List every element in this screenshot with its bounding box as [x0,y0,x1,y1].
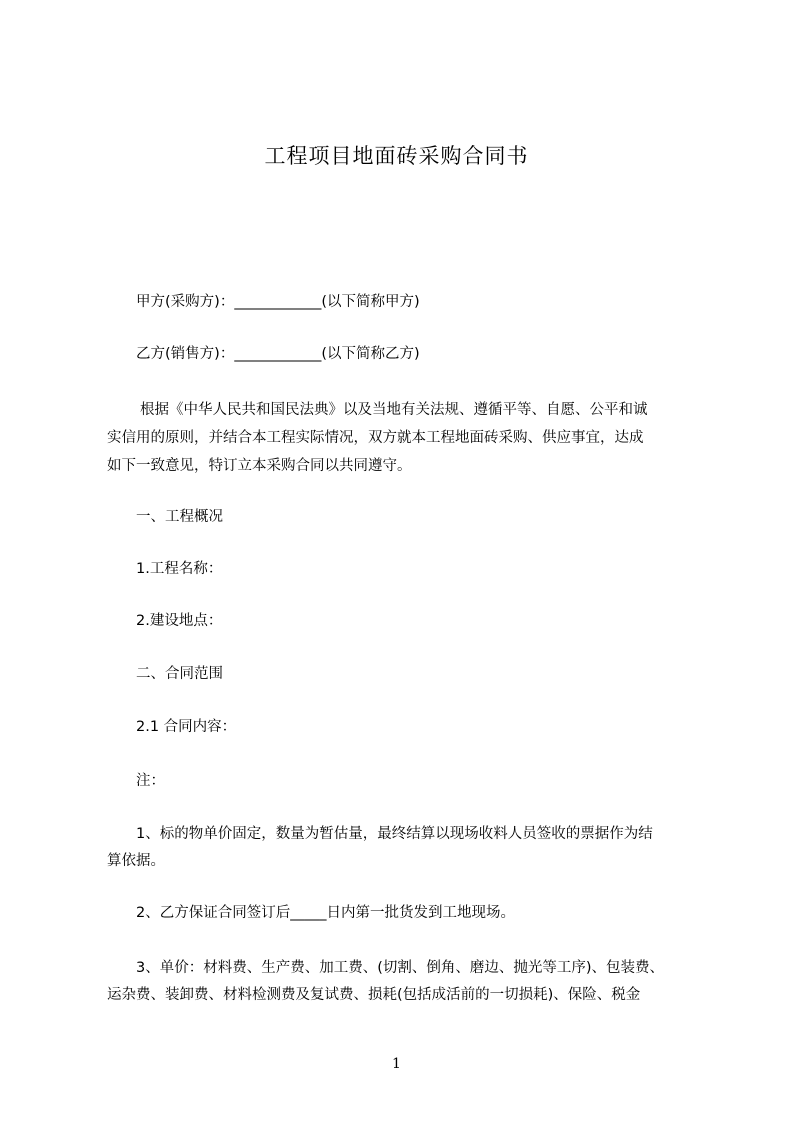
preamble-line-3: 如下一致意见，特订立本采购合同以共同遵守。 [107,458,412,474]
party-a-line: 甲方(采购方)：____________(以下简称甲方) [136,294,420,310]
contract-content-line: 2.1 合同内容： [136,719,237,735]
document-title: 工程项目地面砖采购合同书 [264,144,529,168]
note-2-line: 2、乙方保证合同签订后_____日内第一批货发到工地现场。 [136,905,515,921]
note-3-line-2: 运杂费、装卸费、材料检测费及复试费、损耗(包括成活前的一切损耗)、保险、税金 [107,987,641,1003]
note-label: 注： [136,773,165,789]
party-b-line: 乙方(销售方)：____________(以下简称乙方) [136,346,420,362]
note-3-line-1: 3、单价：材料费、生产费、加工费、(切割、倒角、磨边、抛光等工序)、包装费、 [136,960,665,976]
project-location-line: 2.建设地点： [136,613,223,629]
page-number: 1 [392,1056,401,1072]
note-1-line-1: 1、标的物单价固定，数量为暂估量，最终结算以现场收料人员签收的票据作为结 [136,826,653,842]
note-1-line-2: 算依据。 [107,853,165,869]
project-name-line: 1.工程名称： [136,561,223,577]
preamble-line-1: 根据《中华人民共和国民法典》以及当地有关法规、遵循平等、自愿、公平和诚 [140,402,648,418]
section-1-heading: 一、工程概况 [136,509,223,525]
preamble-line-2: 实信用的原则，并结合本工程实际情况，双方就本工程地面砖采购、供应事宜，达成 [107,430,644,446]
section-2-heading: 二、合同范围 [136,666,223,682]
